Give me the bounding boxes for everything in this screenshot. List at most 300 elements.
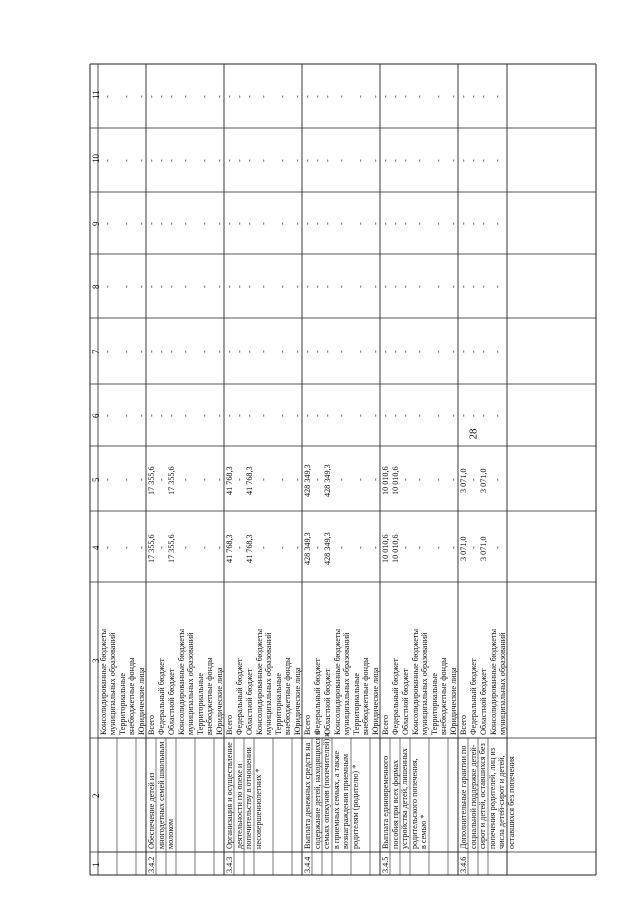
section-3.4.3-row-1-source: Федеральный бюджет [235, 658, 244, 735]
section-3.4.5-row-0-col7: - [380, 350, 390, 353]
section-3.4.2-row-5-col9: - [214, 222, 224, 225]
section-3.4.2-row-1-col6: - [156, 414, 166, 417]
continuation-row-2-col6: - [136, 414, 146, 417]
section-3.4.6-row-2-col11: - [478, 95, 488, 98]
section-3.4.5-row-5-source: Юридические лица [449, 667, 458, 735]
section-3.4.2-row-1-col10: - [156, 159, 166, 162]
column-number-2: 2 [91, 793, 101, 798]
continuation-row-2-source: Юридические лица [137, 667, 146, 735]
section-title: многодетных семей школьным [156, 741, 166, 849]
section-3.4.6-row-3-col6: - [493, 414, 502, 417]
section-3.4.5-row-5-col9: - [448, 222, 458, 225]
section-title: в приемных семьях, а также [331, 751, 341, 849]
continuation-row-0-col9: - [103, 222, 112, 225]
section-3.4.4-row-0-col11: - [302, 95, 312, 98]
section-3.4.3-row-1-col5: - [234, 477, 244, 481]
section-3.4.2-row-5-source: Юридические лица [215, 667, 224, 735]
section-3.4.3-row-4-col10: - [278, 159, 287, 162]
section-3.4.5-row-3-col6: - [415, 414, 424, 417]
section-3.4.4-row-5-col6: - [370, 414, 380, 417]
section-3.4.6-row-1-col10: - [468, 159, 478, 162]
section-3.4.4-row-3-col5: - [337, 477, 346, 481]
section-3.4.3-row-2-col8: - [244, 285, 254, 288]
section-3.4.4-row-1-col6: - [312, 414, 322, 417]
section-title: молоком [166, 818, 176, 849]
section-3.4.3-row-3-col5: - [259, 477, 268, 481]
section-3.4.5-row-3-col5: - [415, 477, 424, 481]
section-3.4.2-row-3-source: муниципальных образований [186, 632, 196, 735]
section-3.4.3-row-4-col7: - [278, 350, 287, 353]
continuation-row-0-col8: - [103, 285, 112, 288]
section-title: Организация и осуществление [225, 742, 234, 849]
section-3.4.6-row-0-source: Всего [459, 714, 468, 735]
section-3.4.5-row-3-col10: - [415, 159, 424, 162]
section-3.4.3-row-4-col4: - [278, 545, 287, 549]
section-3.4.2-row-0-source: Всего [147, 714, 156, 735]
section-3.4.3-row-5-col4: - [292, 545, 302, 549]
section-3.4.5-row-3-col4: - [415, 545, 424, 549]
section-3.4.2-row-2-col5: 17 355,6 [166, 466, 176, 496]
section-title: родителям (родителю) * [351, 764, 360, 849]
section-3.4.2-row-2-col10: - [166, 159, 176, 162]
section-3.4.6-row-3-col10: - [493, 159, 502, 162]
column-number-6: 6 [91, 413, 101, 418]
section-3.4.4-row-4-col8: - [356, 285, 365, 288]
section-3.4.2-row-0-col11: - [146, 95, 156, 98]
continuation-row-2-col9: - [136, 222, 146, 225]
section-3.4.3-row-0-col6: - [224, 414, 234, 417]
section-3.4.3-row-1-col6: - [234, 414, 244, 417]
section-3.4.6-row-3-col5: - [493, 477, 502, 481]
section-3.4.3-row-1-col4: - [234, 545, 244, 549]
column-number-7: 7 [91, 349, 101, 354]
section-3.4.3-row-0-col11: - [224, 95, 234, 98]
section-3.4.5-row-2-col11: - [400, 95, 410, 98]
section-3.4.5-row-2-col8: - [400, 285, 410, 288]
section-3.4.5-row-1-col8: - [390, 285, 400, 288]
section-3.4.4-row-0-col4: 428 349,3 [302, 532, 312, 566]
section-title: числа детей-сирот и детей, [497, 755, 507, 849]
section-3.4.6-row-0-col7: - [458, 350, 468, 353]
section-3.4.3-row-2-col10: - [244, 159, 254, 162]
section-3.4.5-row-5-col5: - [448, 477, 458, 481]
continuation-row-2-col11: - [136, 95, 146, 98]
section-3.4.4-row-1-source: Федеральный бюджет [313, 658, 322, 735]
section-3.4.2-row-0-col8: - [146, 285, 156, 288]
section-3.4.6-row-2-source: Областной бюджет [479, 668, 488, 735]
section-3.4.4-row-1-col10: - [312, 159, 322, 162]
section-3.4.3-row-5-col9: - [292, 222, 302, 225]
section-3.4.5-row-3-col11: - [415, 95, 424, 98]
section-3.4.5-row-4-col8: - [434, 285, 443, 288]
section-3.4.4-row-2-col11: - [322, 95, 332, 98]
column-number-4: 4 [91, 545, 101, 550]
section-3.4.2-row-2-col7: - [166, 350, 176, 353]
continuation-row-2-col5: - [136, 477, 146, 481]
continuation-row-0-source: Консолидированные бюджеты [99, 629, 108, 735]
section-3.4.3-row-2-col9: - [244, 222, 254, 225]
section-3.4.2-row-3-source: Консолидированные бюджеты [177, 629, 186, 735]
section-3.4.3-row-1-col9: - [234, 222, 244, 225]
section-3.4.4-row-2-col9: - [322, 222, 332, 225]
section-3.4.6-row-1-col9: - [468, 222, 478, 225]
section-3.4.2-row-0-col7: - [146, 350, 156, 353]
section-3.4.4-row-1-col5: - [312, 477, 322, 481]
section-3.4.3-row-4-source: Территориальные [274, 673, 283, 735]
section-3.4.6-row-1-col5: - [468, 477, 478, 481]
section-3.4.5-row-0-source: Всего [381, 714, 390, 735]
section-3.4.3-row-1-col7: - [234, 350, 244, 353]
section-3.4.6-row-0-col11: - [458, 95, 468, 98]
section-3.4.6-row-2-col4: 3 071,0 [478, 536, 488, 562]
section-3.4.5-row-5-col4: - [448, 545, 458, 549]
section-title: Дополнительные гарантии по [459, 745, 468, 849]
section-3.4.2-row-1-col4: - [156, 545, 166, 549]
section-3.4.4-row-4-col9: - [356, 222, 365, 225]
section-3.4.4-row-0-col7: - [302, 350, 312, 353]
continuation-row-1-col11: - [122, 95, 131, 98]
section-3.4.4-row-1-col4: - [312, 545, 322, 549]
section-3.4.2-row-3-col6: - [181, 414, 190, 417]
section-3.4.3-row-2-col5: 41 768,3 [244, 466, 254, 496]
section-3.4.3-row-0-source: Всего [225, 714, 234, 735]
section-3.4.2-row-0-col9: - [146, 222, 156, 225]
section-3.4.6-row-3-col7: - [493, 350, 502, 353]
section-3.4.4-row-3-source: муниципальных образований [342, 632, 352, 735]
section-3.4.6-row-0-col6: - [458, 414, 468, 417]
section-3.4.2-row-1-col9: - [156, 222, 166, 225]
section-3.4.3-row-1-col8: - [234, 285, 244, 288]
section-3.4.5-row-2-source: Областной бюджет [401, 668, 410, 735]
section-3.4.5-row-3-col8: - [415, 285, 424, 288]
continuation-row-0-col10: - [103, 159, 112, 162]
section-3.4.4-row-5-col10: - [370, 159, 380, 162]
section-3.4.5-row-1-col10: - [390, 159, 400, 162]
section-3.4.2-row-0-col5: 17 355,6 [146, 466, 156, 496]
section-3.4.5-row-4-col7: - [434, 350, 443, 353]
section-3.4.6-row-1-col11: - [468, 95, 478, 98]
section-3.4.2-row-4-col4: - [200, 545, 209, 549]
section-3.4.4-row-4-source: внебюджетные фонды [361, 657, 371, 735]
section-3.4.6-row-0-col4: 3 071,0 [458, 536, 468, 562]
section-3.4.3-row-5-source: Юридические лица [293, 667, 302, 735]
section-3.4.3-row-2-source: Областной бюджет [245, 668, 254, 735]
section-3.4.3-row-5-col11: - [292, 95, 302, 98]
section-title: вознаграждения приемным [341, 753, 351, 849]
page-number: 28 [467, 428, 480, 440]
section-3.4.3-row-0-col8: - [224, 285, 234, 288]
section-3.4.5-row-3-col7: - [415, 350, 424, 353]
section-3.4.2-row-1-col8: - [156, 285, 166, 288]
column-number-11: 11 [91, 90, 101, 99]
section-3.4.4-row-4-col10: - [356, 159, 365, 162]
section-3.4.6-row-3-col8: - [493, 285, 502, 288]
continuation-row-1-col4: - [122, 545, 131, 549]
section-3.4.4-row-3-col10: - [337, 159, 346, 162]
section-3.4.2-row-3-col10: - [181, 159, 190, 162]
section-3.4.6-row-0-col9: - [458, 222, 468, 225]
section-3.4.5-row-4-col10: - [434, 159, 443, 162]
section-3.4.3-row-0-col4: 41 768,3 [224, 534, 234, 564]
section-number: 3.4.5 [381, 856, 390, 873]
section-3.4.4-row-1-col8: - [312, 285, 322, 288]
section-3.4.4-row-0-col6: - [302, 414, 312, 417]
section-3.4.5-row-2-col10: - [400, 159, 410, 162]
column-number-9: 9 [91, 221, 101, 226]
section-3.4.2-row-4-source: Территориальные [196, 673, 205, 735]
section-3.4.3-row-0-col10: - [224, 159, 234, 162]
continuation-row-1-col6: - [122, 414, 131, 417]
section-title: оставшихся без попечения [507, 756, 516, 849]
section-3.4.5-row-1-col7: - [390, 350, 400, 353]
section-3.4.3-row-1-col10: - [234, 159, 244, 162]
section-3.4.6-row-2-col10: - [478, 159, 488, 162]
continuation-row-1-source: Территориальные [118, 673, 127, 735]
column-number-8: 8 [91, 284, 101, 289]
section-title: семьях опекунов (попечителей) и [322, 732, 332, 849]
continuation-row-2-col8: - [136, 285, 146, 288]
section-3.4.4-row-0-source: Всего [303, 714, 312, 735]
section-3.4.4-row-2-source: Областной бюджет [323, 668, 332, 735]
section-3.4.4-row-1-col9: - [312, 222, 322, 225]
section-title: попечения родителей, лиц из [487, 747, 497, 849]
continuation-row-0-col6: - [103, 414, 112, 417]
section-3.4.3-row-3-col6: - [259, 414, 268, 417]
section-3.4.5-row-5-col7: - [448, 350, 458, 353]
continuation-row-0-col7: - [103, 350, 112, 353]
section-3.4.5-row-1-source: Федеральный бюджет [391, 658, 400, 735]
section-3.4.6-row-2-col8: - [478, 285, 488, 288]
section-3.4.4-row-0-col9: - [302, 222, 312, 225]
section-3.4.2-row-1-source: Федеральный бюджет [157, 658, 166, 735]
section-3.4.2-row-3-col5: - [181, 477, 190, 481]
section-3.4.2-row-4-col10: - [200, 159, 209, 162]
section-3.4.3-row-2-col6: - [244, 414, 254, 417]
section-3.4.5-row-2-col9: - [400, 222, 410, 225]
section-3.4.2-row-5-col6: - [214, 414, 224, 417]
section-3.4.3-row-0-col7: - [224, 350, 234, 353]
section-3.4.5-row-3-source: муниципальных образований [420, 632, 430, 735]
section-3.4.4-row-4-col6: - [356, 414, 365, 417]
section-3.4.6-row-2-col7: - [478, 350, 488, 353]
section-title: пособия при всех формах [390, 759, 400, 849]
section-3.4.2-row-5-col11: - [214, 95, 224, 98]
section-3.4.4-row-2-col10: - [322, 159, 332, 162]
section-3.4.4-row-3-col4: - [337, 545, 346, 549]
continuation-row-1-col10: - [122, 159, 131, 162]
section-title: содержание детей, находящихся в [312, 730, 322, 849]
section-3.4.4-row-5-col4: - [370, 545, 380, 549]
section-3.4.5-row-4-col5: - [434, 477, 443, 481]
continuation-row-2-col10: - [136, 159, 146, 162]
section-3.4.5-row-4-col11: - [434, 95, 443, 98]
section-3.4.2-row-4-col6: - [200, 414, 209, 417]
section-3.4.2-row-5-col4: - [214, 545, 224, 549]
section-3.4.5-row-0-col6: - [380, 414, 390, 417]
section-3.4.6-row-2-col5: 3 071,0 [478, 468, 488, 494]
section-3.4.5-row-2-col7: - [400, 350, 410, 353]
section-3.4.4-row-2-col7: - [322, 350, 332, 353]
section-3.4.5-row-4-col6: - [434, 414, 443, 417]
section-3.4.3-row-3-col9: - [259, 222, 268, 225]
section-3.4.3-row-4-col11: - [278, 95, 287, 98]
section-3.4.5-row-4-col4: - [434, 545, 443, 549]
section-3.4.5-row-2-col6: - [400, 414, 410, 417]
section-3.4.4-row-3-col9: - [337, 222, 346, 225]
section-3.4.2-row-5-col5: - [214, 477, 224, 481]
section-3.4.6-row-1-col7: - [468, 350, 478, 353]
section-3.4.3-row-3-col4: - [259, 545, 268, 549]
section-3.4.4-row-3-col11: - [337, 95, 346, 98]
continuation-row-1-col8: - [122, 285, 131, 288]
section-3.4.6-row-1-source: Федеральный бюджет [469, 658, 478, 735]
section-title: Выплата денежных средств на [303, 742, 312, 849]
section-3.4.2-row-1-col7: - [156, 350, 166, 353]
section-3.4.6-row-0-col8: - [458, 285, 468, 288]
section-title: родительского попечения, [409, 758, 419, 849]
section-3.4.4-row-4-col5: - [356, 477, 365, 481]
continuation-row-1-col5: - [122, 477, 131, 481]
section-3.4.5-row-0-col11: - [380, 95, 390, 98]
section-3.4.3-row-2-col4: 41 768,3 [244, 534, 254, 564]
section-3.4.5-row-0-col4: 10 010,6 [380, 534, 390, 564]
continuation-row-2-col4: - [136, 545, 146, 549]
section-title: попечительству в отношении [244, 747, 254, 849]
continuation-row-1-col7: - [122, 350, 131, 353]
section-3.4.4-row-3-col6: - [337, 414, 346, 417]
section-3.4.4-row-4-col11: - [356, 95, 365, 98]
section-3.4.3-row-3-source: муниципальных образований [264, 632, 274, 735]
section-3.4.2-row-2-col11: - [166, 95, 176, 98]
section-3.4.4-row-0-col8: - [302, 285, 312, 288]
section-3.4.4-row-2-col8: - [322, 285, 332, 288]
continuation-row-1-col9: - [122, 222, 131, 225]
section-3.4.2-row-4-source: внебюджетные фонды [205, 657, 215, 735]
section-3.4.3-row-0-col9: - [224, 222, 234, 225]
section-3.4.3-row-3-col11: - [259, 95, 268, 98]
section-3.4.2-row-3-col4: - [181, 545, 190, 549]
section-3.4.6-row-1-col8: - [468, 285, 478, 288]
continuation-row-1-source: внебюджетные фонды [127, 657, 137, 735]
section-3.4.2-row-4-col7: - [200, 350, 209, 353]
section-title: сирот и детей, оставшихся без [478, 743, 488, 849]
section-3.4.5-row-3-col9: - [415, 222, 424, 225]
section-3.4.5-row-0-col9: - [380, 222, 390, 225]
section-3.4.6-row-2-col9: - [478, 222, 488, 225]
section-title: устройства детей, лишенных [400, 748, 410, 849]
continuation-row-2-col7: - [136, 350, 146, 353]
section-3.4.4-row-0-col10: - [302, 159, 312, 162]
section-3.4.3-row-3-source: Консолидированные бюджеты [255, 629, 264, 735]
section-3.4.5-row-1-col9: - [390, 222, 400, 225]
column-number-5: 5 [91, 477, 101, 482]
section-3.4.5-row-0-col8: - [380, 285, 390, 288]
continuation-row-0-col11: - [103, 95, 112, 98]
section-3.4.6-row-3-col9: - [493, 222, 502, 225]
section-3.4.2-row-0-col10: - [146, 159, 156, 162]
section-title: несовершеннолетних * [253, 768, 263, 849]
section-3.4.2-row-3-col7: - [181, 350, 190, 353]
section-3.4.6-row-3-source: Консолидированные бюджеты [489, 629, 498, 735]
section-3.4.2-row-3-col8: - [181, 285, 190, 288]
section-3.4.2-row-1-col5: - [156, 477, 166, 481]
section-3.4.2-row-4-col9: - [200, 222, 209, 225]
section-3.4.5-row-0-col5: 10 010,6 [380, 466, 390, 496]
section-title: в семью * [419, 814, 429, 849]
section-3.4.6-row-0-col5: 3 071,0 [458, 468, 468, 494]
section-3.4.3-row-3-col10: - [259, 159, 268, 162]
section-3.4.4-row-5-source: Юридические лица [371, 667, 380, 735]
section-3.4.2-row-4-col8: - [200, 285, 209, 288]
section-3.4.3-row-5-col7: - [292, 350, 302, 353]
section-3.4.3-row-1-col11: - [234, 95, 244, 98]
section-3.4.5-row-5-col8: - [448, 285, 458, 288]
section-3.4.4-row-3-col8: - [337, 285, 346, 288]
section-number: 3.4.4 [303, 856, 312, 873]
section-3.4.4-row-0-col5: 428 349,3 [302, 464, 312, 498]
section-3.4.3-row-5-col5: - [292, 477, 302, 481]
section-3.4.2-row-0-col6: - [146, 414, 156, 417]
section-3.4.2-row-0-col4: 17 355,6 [146, 534, 156, 564]
section-3.4.6-row-1-col4: - [468, 545, 478, 549]
section-3.4.5-row-2-col5: - [400, 477, 410, 481]
section-3.4.5-row-1-col6: - [390, 414, 400, 417]
section-3.4.4-row-4-col4: - [356, 545, 365, 549]
section-3.4.4-row-4-source: Территориальные [352, 673, 361, 735]
section-3.4.6-row-0-col10: - [458, 159, 468, 162]
section-3.4.2-row-2-col8: - [166, 285, 176, 288]
section-3.4.4-row-5-col7: - [370, 350, 380, 353]
section-3.4.4-row-5-col8: - [370, 285, 380, 288]
section-3.4.4-row-2-col4: 428 349,3 [322, 532, 332, 566]
section-3.4.4-row-5-col11: - [370, 95, 380, 98]
section-3.4.3-row-5-col8: - [292, 285, 302, 288]
section-3.4.3-row-2-col11: - [244, 95, 254, 98]
section-3.4.5-row-5-col6: - [448, 414, 458, 417]
section-3.4.3-row-4-col9: - [278, 222, 287, 225]
section-3.4.4-row-5-col5: - [370, 477, 380, 481]
section-3.4.3-row-4-col8: - [278, 285, 287, 288]
section-3.4.2-row-1-col11: - [156, 95, 166, 98]
section-3.4.4-row-2-col6: - [322, 414, 332, 417]
section-title: Выплата единовременного [381, 755, 390, 849]
section-3.4.2-row-5-col7: - [214, 350, 224, 353]
section-3.4.2-row-5-col8: - [214, 285, 224, 288]
continuation-row-0-col4: - [103, 545, 112, 549]
section-3.4.3-row-2-col7: - [244, 350, 254, 353]
section-3.4.5-row-3-source: Консолидированные бюджеты [411, 629, 420, 735]
section-3.4.4-row-2-col5: 428 349,3 [322, 464, 332, 498]
section-3.4.3-row-3-col8: - [259, 285, 268, 288]
section-3.4.5-row-4-col9: - [434, 222, 443, 225]
section-title: Обеспечение детей из [147, 772, 156, 849]
section-3.4.3-row-4-source: внебюджетные фонды [283, 657, 293, 735]
section-3.4.3-row-5-col6: - [292, 414, 302, 417]
section-3.4.2-row-3-col11: - [181, 95, 190, 98]
section-3.4.4-row-4-col7: - [356, 350, 365, 353]
section-3.4.2-row-3-col9: - [181, 222, 190, 225]
section-3.4.4-row-1-col7: - [312, 350, 322, 353]
section-3.4.2-row-5-col10: - [214, 159, 224, 162]
section-3.4.5-row-5-col10: - [448, 159, 458, 162]
section-3.4.4-row-1-col11: - [312, 95, 322, 98]
section-3.4.5-row-1-col4: 10 010,6 [390, 534, 400, 564]
section-3.4.4-row-5-col9: - [370, 222, 380, 225]
section-3.4.2-row-2-col9: - [166, 222, 176, 225]
section-3.4.5-row-5-col11: - [448, 95, 458, 98]
section-3.4.3-row-4-col6: - [278, 414, 287, 417]
continuation-row-0-col5: - [103, 477, 112, 481]
